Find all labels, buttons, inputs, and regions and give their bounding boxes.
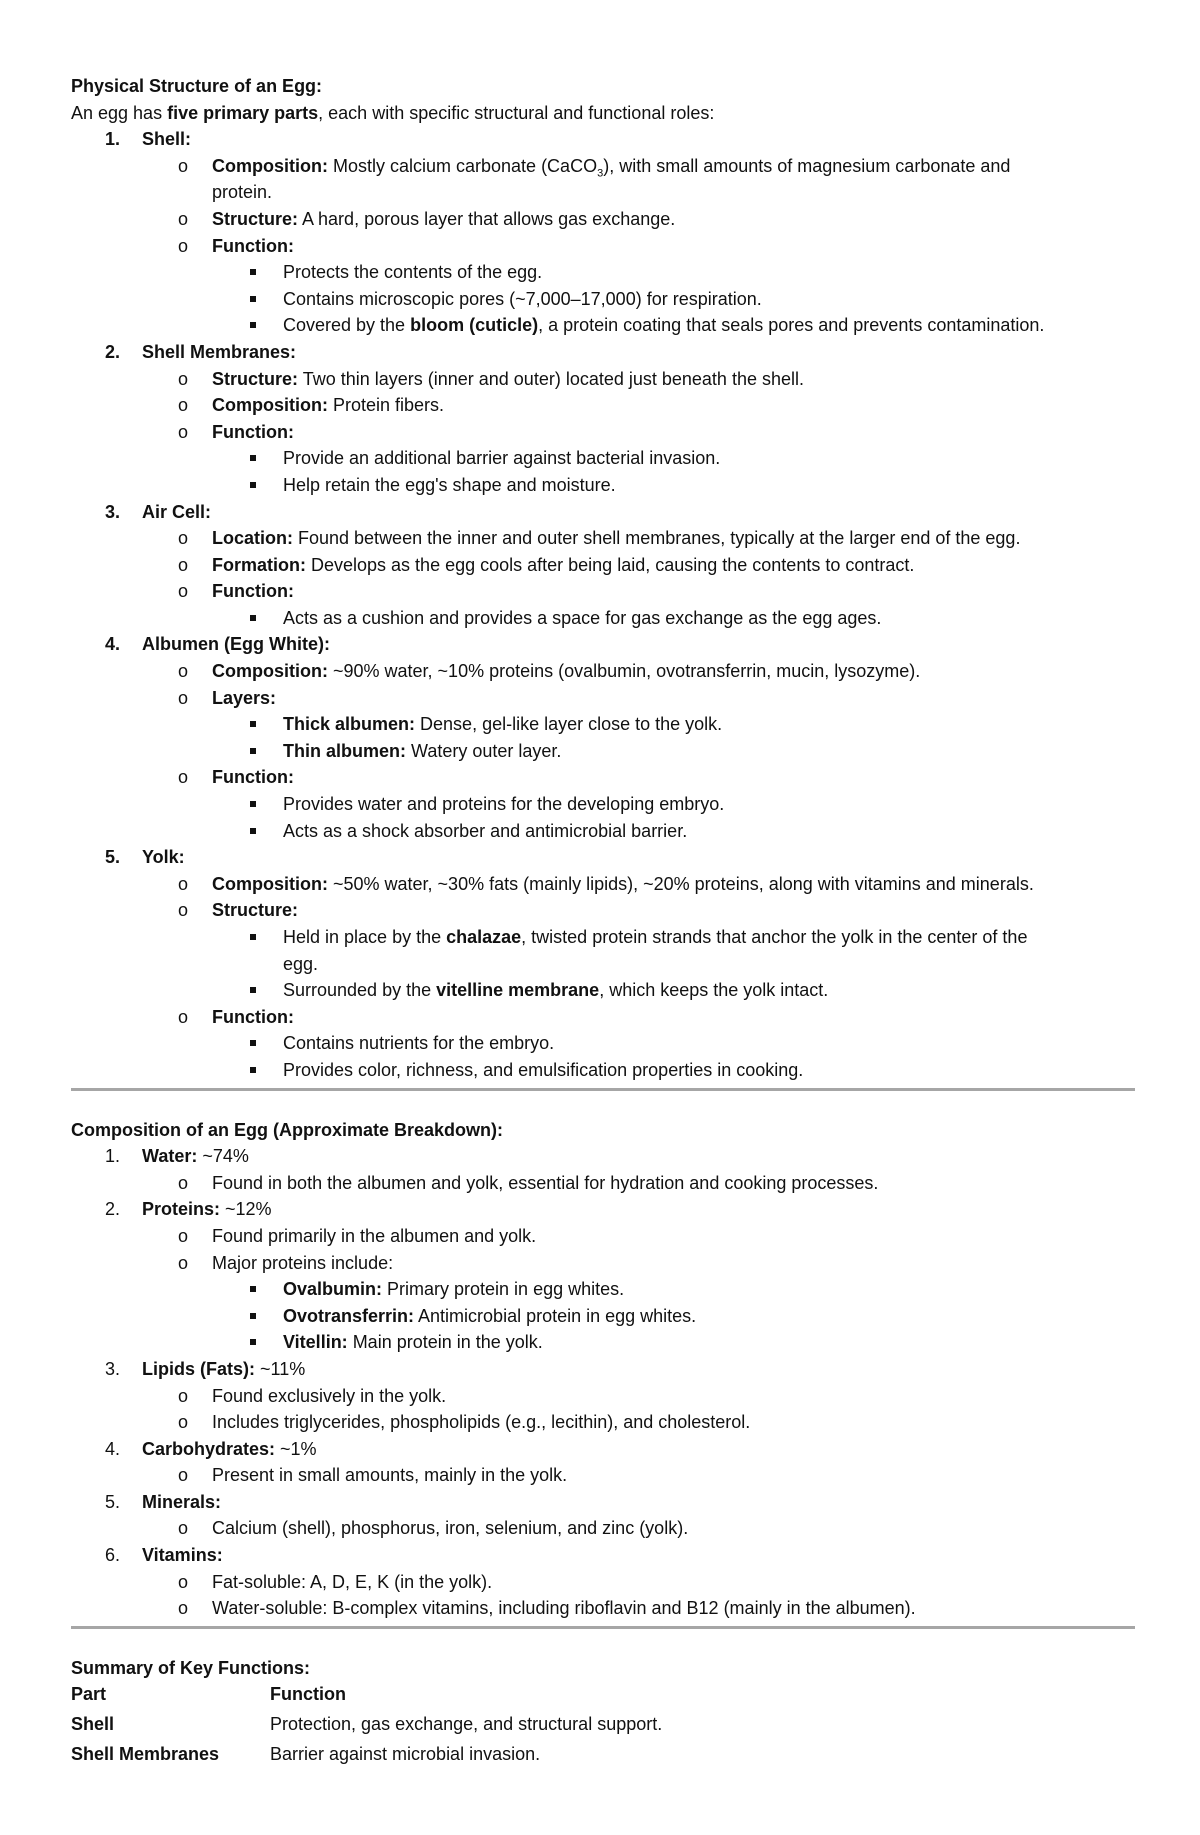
- section-divider: [71, 1626, 1135, 1629]
- square-bullet-icon: [250, 828, 256, 834]
- square-bullet-icon: [250, 1286, 256, 1292]
- protein-item: Ovotransferrin: Antimicrobial protein in egg whites.: [71, 1303, 1135, 1330]
- aircell-function-item: Acts as a cushion and provides a space for gas exchange as the egg ages.: [71, 605, 1135, 632]
- circle-bullet-icon: o: [178, 581, 189, 602]
- square-bullet-icon: [250, 748, 256, 754]
- membranes-function: o Function:: [71, 419, 1135, 446]
- albumen-function-item: Acts as a shock absorber and antimicrobial barrier.: [71, 818, 1135, 845]
- albumen-layers: o Layers:: [71, 685, 1135, 712]
- albumen-function-item: Provides water and proteins for the developing embryo.: [71, 791, 1135, 818]
- shell-structure: o Structure: A hard, porous layer that allows gas exchange.: [71, 206, 1135, 233]
- square-bullet-icon: [250, 934, 256, 940]
- circle-bullet-icon: o: [178, 368, 189, 389]
- yolk-function-item: Provides color, richness, and emulsification properties in cooking.: [71, 1057, 1135, 1084]
- circle-bullet-icon: o: [178, 1385, 189, 1406]
- carbohydrates-detail: o Present in small amounts, mainly in the yolk.: [71, 1462, 1135, 1489]
- list-item-vitamins: 6. Vitamins:: [105, 1545, 223, 1566]
- square-bullet-icon: [250, 987, 256, 993]
- square-bullet-icon: [250, 482, 256, 488]
- square-bullet-icon: [250, 1313, 256, 1319]
- shell-function-item: Protects the contents of the egg.: [71, 259, 1135, 286]
- albumen-layer-item: Thick albumen: Dense, gel-like layer close to the yolk.: [71, 711, 1135, 738]
- circle-bullet-icon: o: [178, 1571, 189, 1592]
- square-bullet-icon: [250, 1040, 256, 1046]
- list-item-carbohydrates: 4. Carbohydrates: ~1%: [105, 1438, 317, 1459]
- square-bullet-icon: [250, 801, 256, 807]
- list-item-shell: 1. Shell:: [105, 129, 192, 150]
- albumen-layer-item: Thin albumen: Watery outer layer.: [71, 738, 1135, 765]
- yolk-structure-item-cont: egg.: [283, 953, 319, 974]
- circle-bullet-icon: o: [178, 208, 189, 229]
- table-header-function: Function: [270, 1684, 346, 1705]
- table-row: [71, 1741, 662, 1771]
- circle-bullet-icon: o: [178, 1518, 189, 1539]
- vitamins-detail: o Water-soluble: B-complex vitamins, including riboflavin and B12 (mainly in the albumen).: [71, 1595, 1135, 1622]
- table-cell-function: Barrier against microbial invasion.: [270, 1744, 541, 1765]
- yolk-structure-item: Surrounded by the vitelline membrane, which keeps the yolk intact.: [71, 977, 1135, 1004]
- list-item-water: 1. Water: ~74%: [105, 1146, 249, 1167]
- square-bullet-icon: [250, 296, 256, 302]
- table-header-part: Part: [71, 1684, 107, 1705]
- circle-bullet-icon: o: [178, 395, 189, 416]
- list-item-air-cell: 3. Air Cell:: [105, 501, 212, 522]
- intro-paragraph: An egg has five primary parts, each with specific structural and functional roles:: [71, 102, 715, 123]
- list-item-lipids: 3. Lipids (Fats): ~11%: [105, 1358, 306, 1379]
- list-item-albumen: 4. Albumen (Egg White):: [105, 634, 330, 655]
- circle-bullet-icon: o: [178, 421, 189, 442]
- membranes-function-item: Provide an additional barrier against bacterial invasion.: [71, 445, 1135, 472]
- square-bullet-icon: [250, 615, 256, 621]
- section-title-composition: Composition of an Egg (Approximate Breakdown):: [71, 1119, 504, 1140]
- section-title-physical-structure: Physical Structure of an Egg:: [71, 76, 323, 96]
- aircell-function: o Function:: [71, 578, 1135, 605]
- circle-bullet-icon: o: [178, 900, 189, 921]
- table-header-row: [71, 1681, 662, 1711]
- circle-bullet-icon: o: [178, 235, 189, 256]
- shell-function-item: Contains microscopic pores (~7,000–17,000) for respiration.: [71, 286, 1135, 313]
- summary-table: [71, 1681, 662, 1771]
- circle-bullet-icon: o: [178, 661, 189, 682]
- section-title-summary: Summary of Key Functions:: [71, 1657, 311, 1678]
- circle-bullet-icon: o: [178, 155, 189, 176]
- yolk-structure: o Structure:: [71, 897, 1135, 924]
- circle-bullet-icon: o: [178, 1006, 189, 1027]
- albumen-composition: o Composition: ~90% water, ~10% proteins (ovalbumin, ovotransferrin, mucin, lysozyme).: [71, 658, 1135, 685]
- circle-bullet-icon: o: [178, 1412, 189, 1433]
- protein-item: Ovalbumin: Primary protein in egg whites.: [71, 1276, 1135, 1303]
- list-item-proteins: 2. Proteins: ~12%: [105, 1199, 272, 1220]
- circle-bullet-icon: o: [178, 1252, 189, 1273]
- minerals-detail: o Calcium (shell), phosphorus, iron, selenium, and zinc (yolk).: [71, 1515, 1135, 1542]
- albumen-function: o Function:: [71, 764, 1135, 791]
- circle-bullet-icon: o: [178, 1225, 189, 1246]
- circle-bullet-icon: o: [178, 554, 189, 575]
- square-bullet-icon: [250, 1067, 256, 1073]
- lipids-detail: o Found exclusively in the yolk.: [71, 1383, 1135, 1410]
- membranes-composition: o Composition: Protein fibers.: [71, 392, 1135, 419]
- list-item-shell-membranes: 2. Shell Membranes:: [105, 341, 297, 362]
- water-detail: o Found in both the albumen and yolk, essential for hydration and cooking processes.: [71, 1170, 1135, 1197]
- shell-composition-cont: protein.: [212, 182, 273, 203]
- square-bullet-icon: [250, 322, 256, 328]
- shell-composition: o Composition: Mostly calcium carbonate (CaCO$_3$), with small amounts of magnesium carbonate and: [71, 153, 1135, 180]
- protein-item: Vitellin: Main protein in the yolk.: [71, 1329, 1135, 1356]
- square-bullet-icon: [250, 455, 256, 461]
- vitamins-detail: o Fat-soluble: A, D, E, K (in the yolk).: [71, 1569, 1135, 1596]
- table-cell-function: Protection, gas exchange, and structural support.: [270, 1714, 663, 1735]
- yolk-composition: o Composition: ~50% water, ~30% fats (mainly lipids), ~20% proteins, along with vitamins and minerals.: [71, 871, 1135, 898]
- circle-bullet-icon: o: [178, 528, 189, 549]
- proteins-detail: o Found primarily in the albumen and yolk.: [71, 1223, 1135, 1250]
- shell-function-item: Covered by the bloom (cuticle), a protein coating that seals pores and prevents contamination.: [71, 312, 1135, 339]
- circle-bullet-icon: o: [178, 1598, 189, 1619]
- aircell-formation: o Formation: Develops as the egg cools after being laid, causing the contents to contract.: [71, 552, 1135, 579]
- square-bullet-icon: [250, 721, 256, 727]
- table-cell-part: Shell Membranes: [71, 1744, 220, 1765]
- circle-bullet-icon: o: [178, 767, 189, 788]
- table-cell-part: Shell: [71, 1714, 115, 1735]
- aircell-location: o Location: Found between the inner and outer shell membranes, typically at the larger end of the egg.: [71, 525, 1135, 552]
- table-row: [71, 1711, 662, 1741]
- yolk-function: o Function:: [71, 1004, 1135, 1031]
- document-page: [71, 73, 1135, 1771]
- list-item-yolk: 5. Yolk:: [105, 847, 185, 868]
- circle-bullet-icon: o: [178, 1172, 189, 1193]
- shell-function: o Function:: [71, 233, 1135, 260]
- proteins-detail: o Major proteins include:: [71, 1250, 1135, 1277]
- list-item-minerals: 5. Minerals:: [105, 1491, 222, 1512]
- circle-bullet-icon: o: [178, 873, 189, 894]
- membranes-function-item: Help retain the egg's shape and moisture.: [71, 472, 1135, 499]
- membranes-structure: o Structure: Two thin layers (inner and outer) located just beneath the shell.: [71, 366, 1135, 393]
- square-bullet-icon: [250, 269, 256, 275]
- circle-bullet-icon: o: [178, 1465, 189, 1486]
- yolk-function-item: Contains nutrients for the embryo.: [71, 1030, 1135, 1057]
- circle-bullet-icon: o: [178, 687, 189, 708]
- yolk-structure-item: Held in place by the chalazae, twisted protein strands that anchor the yolk in the center of the: [71, 924, 1135, 951]
- square-bullet-icon: [250, 1339, 256, 1345]
- section-divider: [71, 1088, 1135, 1091]
- lipids-detail: o Includes triglycerides, phospholipids (e.g., lecithin), and cholesterol.: [71, 1409, 1135, 1436]
